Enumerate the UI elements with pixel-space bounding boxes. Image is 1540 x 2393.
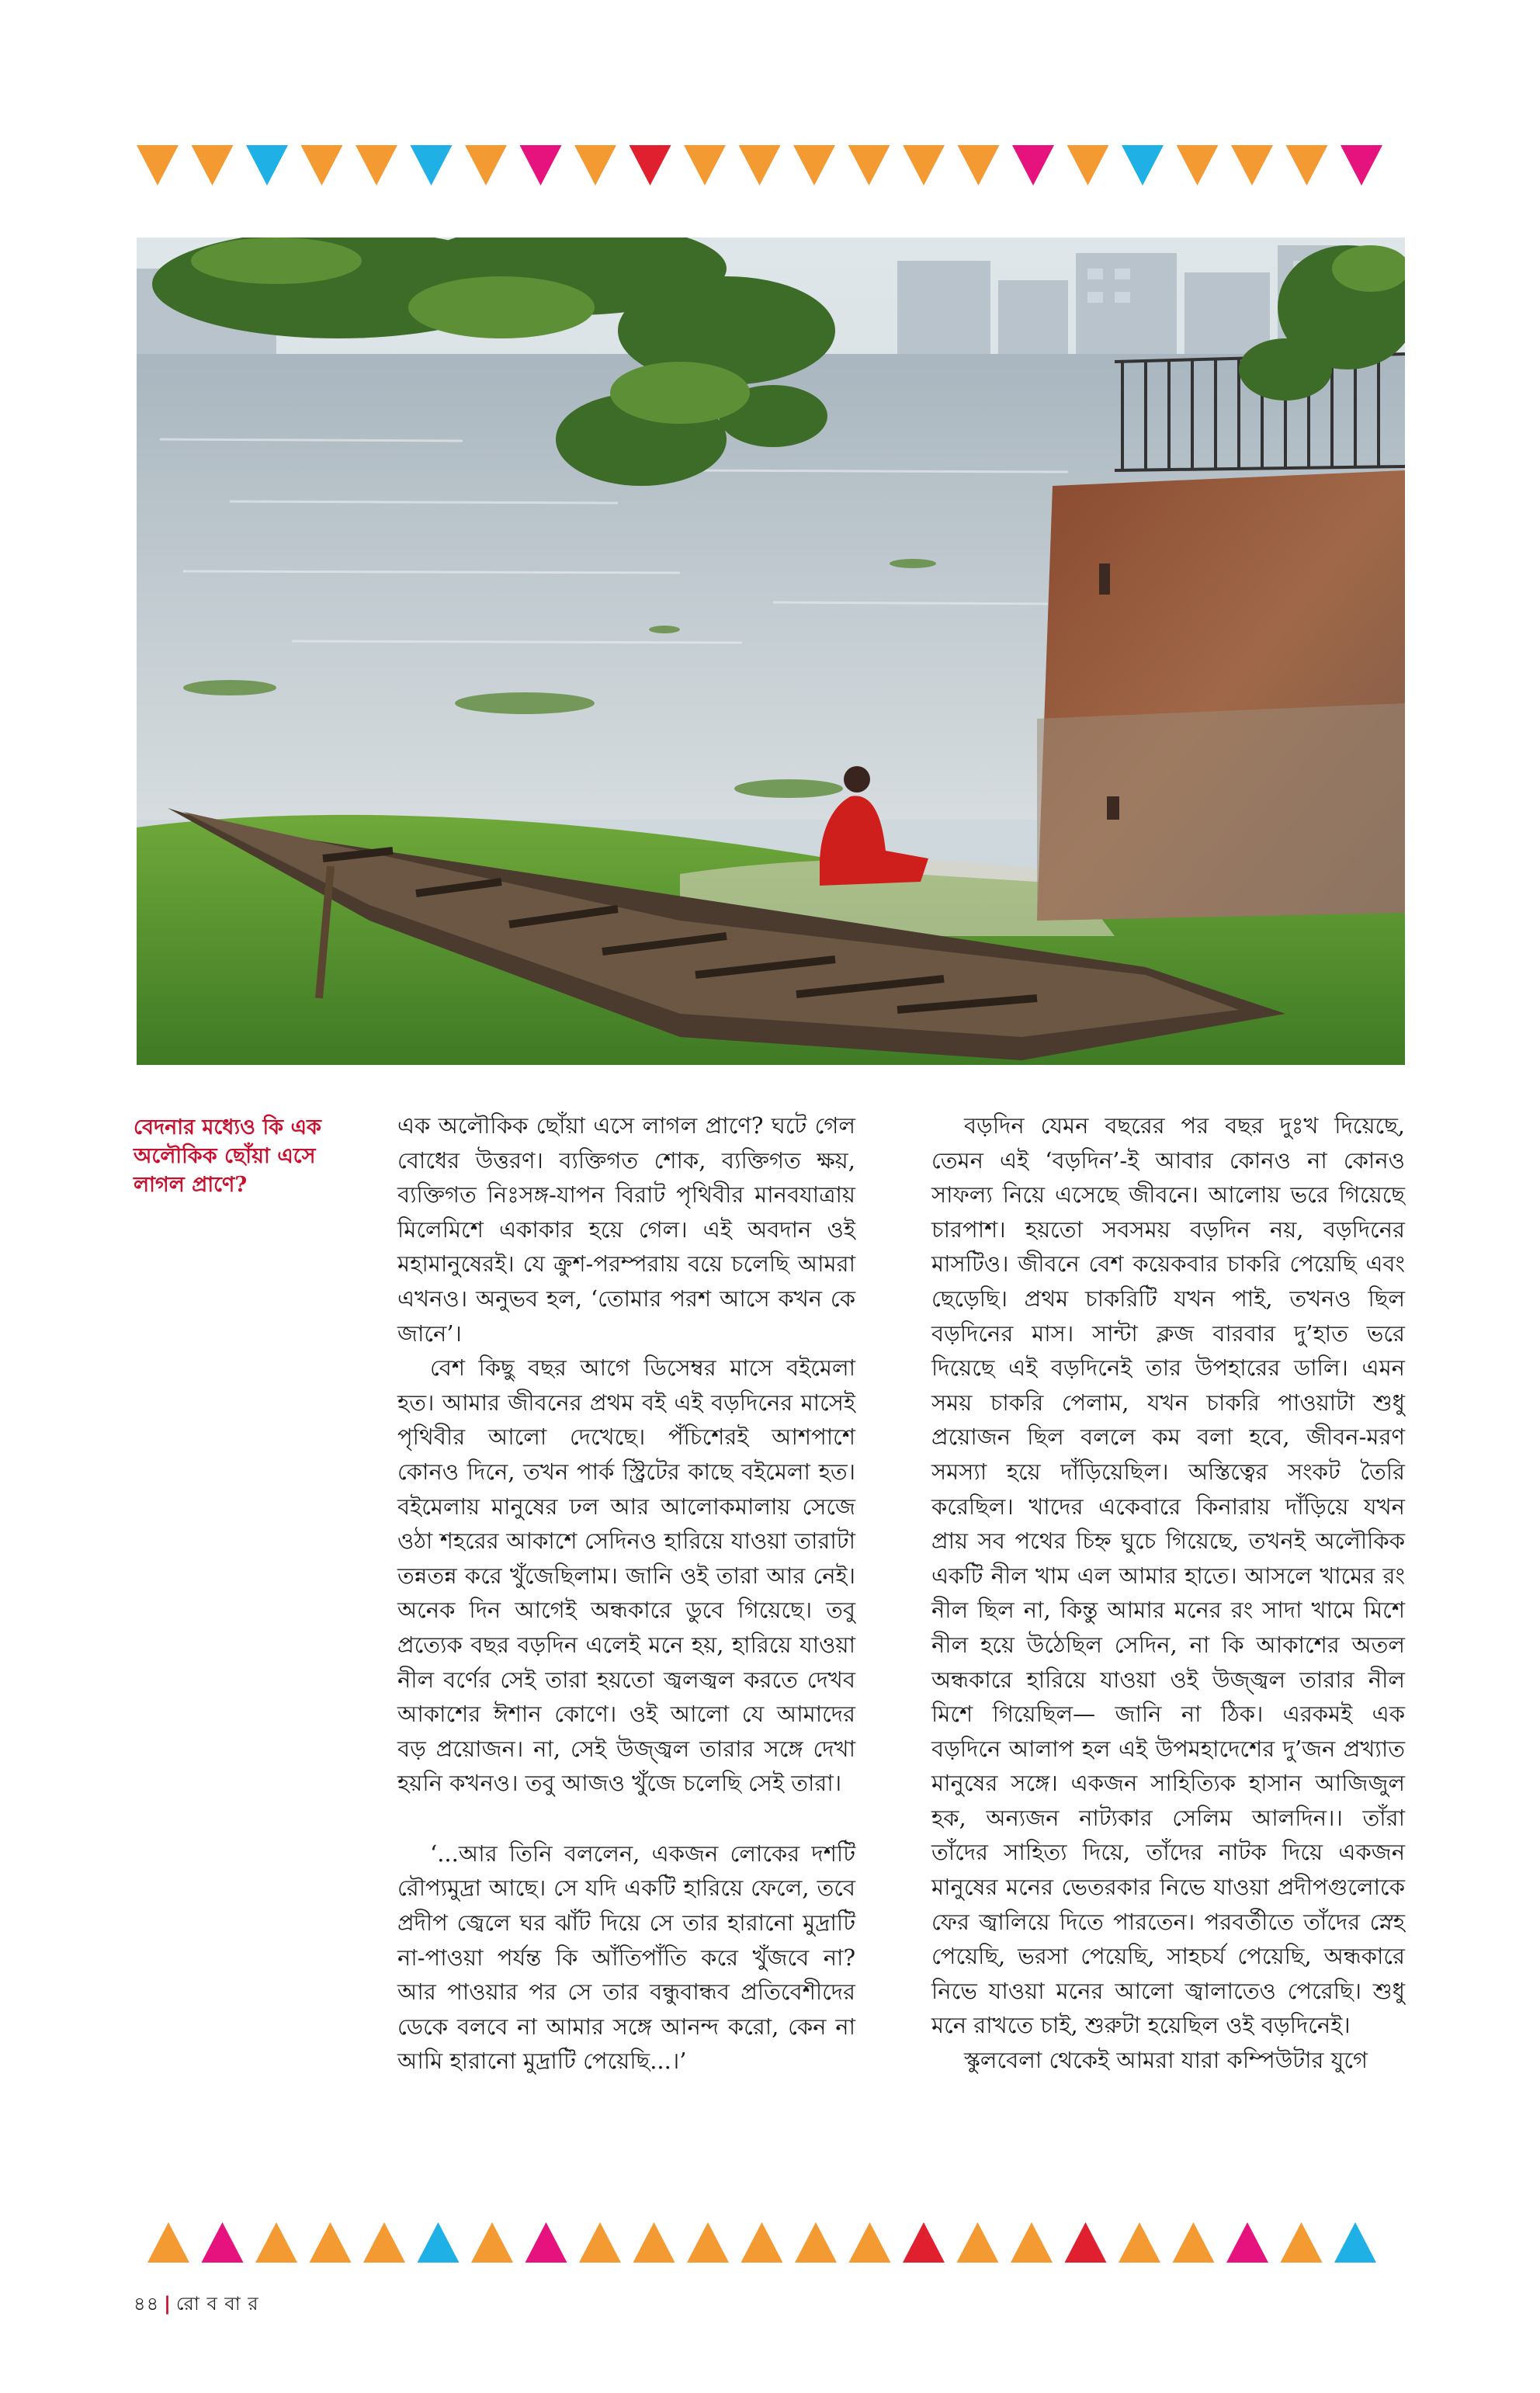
bunting-triangle [1341,145,1382,186]
bunting-triangle [525,2222,567,2263]
bunting-triangle [202,2222,244,2263]
article-column-right [931,1108,1405,2078]
bunting-triangle [903,2222,945,2263]
bunting-triangle [574,145,616,186]
quote-paragraph: ‘...আর তিনি বললেন, একজন লোকের দশটি রৌপ্যমুদ্রা আছে। সে যদি একটি হারিয়ে ফেলে, তবে প্রদীপ জ্বেলে ঘর ঝাঁট দিয়ে সে তার হারানো মুদ্রাটি না-পাওয়া পর্যন্ত কি আঁতিপাঁতি করে খুঁজবে না? আর পাওয়ার পর সে তার বন্ধুবান্ধব প্রতিবেশীদের ডেকে বলবে না আমার সঙ্গে আনন্দ করো, কেন না আমি হারানো মুদ্রাটি পেয়েছি...।’ [397,1840,855,2075]
bottom-bunting-decoration [0,2218,1540,2273]
riverside-photo [137,238,1405,1065]
paragraph: বেশ কিছু বছর আগে ডিসেম্বর মাসে বইমেলা হত। আমার জীবনের প্রথম বই এই বড়দিনের মাসেই পৃথিবীর আলো দেখেছে। পঁচিশেরই আশপাশে কোনও দিনে, তখন পার্ক স্ট্রিটের কাছে বইমেলা হত। বইমেলায় মানুষের ঢল আর আলোকমালায় সেজে ওঠা শহরের আকাশে সেদিনও হারিয়ে যাওয়া তারাটা তন্নতন্ন করে খুঁজেছিলাম। জানি ওই তারা আর নেই। অনেক দিন আগেই অন্ধকারে ডুবে গিয়েছে। তবু প্রত্যেক বছর বড়দিন এলেই মনে হয়, হারিয়ে যাওয়া নীল বর্ণের সেই তারা হয়তো জ্বলজ্বল করতে দেখব আকাশের ঈশান কোণে। ওই আলো যে আমাদের বড় প্রয়োজন। না, সেই উজ্জ্বল তারার সঙ্গে দেখা হয়নি কখনও। তবু আজও খুঁজে চলেছি সেই তারা। [397,1354,855,1797]
bunting-triangle [1226,2222,1268,2263]
bunting-triangle [356,145,397,186]
bunting-triangle [192,145,234,186]
bunting-triangle [793,145,835,186]
bunting-triangle [1281,2222,1323,2263]
bunting-triangle [579,2222,621,2263]
bunting-triangle [137,145,179,186]
bunting-triangle [1231,145,1273,186]
bunting-triangle [1067,145,1109,186]
paragraph: স্কুলবেলা থেকেই আমরা যারা কম্পিউটার যুগে [964,2047,1368,2074]
photo-caption: বেদনার মধ্যেও কি এক অলৌকিক ছোঁয়া এসে লাগল প্রাণে? [134,1115,321,1197]
folio-separator: | [164,2293,172,2315]
bunting-triangle [147,2222,189,2263]
bunting-triangle [633,2222,675,2263]
top-bunting-decoration [0,141,1540,196]
bunting-triangle [630,145,671,186]
bunting-triangle [1177,145,1219,186]
bunting-triangle [1012,145,1054,186]
bunting-triangle [741,2222,783,2263]
bunting-triangle [958,145,1000,186]
bunting-triangle [363,2222,405,2263]
bunting-triangle [411,145,453,186]
bunting-triangle [1119,2222,1160,2263]
bunting-triangle [1011,2222,1053,2263]
bunting-triangle [301,145,343,186]
bunting-triangle [687,2222,729,2263]
bunting-triangle [1286,145,1328,186]
bunting-triangle [1122,145,1164,186]
article-column-middle [397,1108,855,2079]
bunting-triangle [684,145,726,186]
bunting-triangle [418,2222,460,2263]
bunting-triangle [255,2222,297,2263]
bunting-triangle [471,2222,513,2263]
bunting-triangle [957,2222,999,2263]
bunting-triangle [795,2222,837,2263]
magazine-name: রো ব বা র [175,2293,259,2315]
paragraph: এক অলৌকিক ছোঁয়া এসে লাগল প্রাণে? ঘটে গেল বোধের উত্তরণ। ব্যক্তিগত শোক, ব্যক্তিগত ক্ষয়, ব্যক্তিগত নিঃসঙ্গ-যাপন বিরাট পৃথিবীর মানবযাত্রায় মিলেমিশে একাকার হয়ে গেল। এই অবদান ওই মহামানুষেরই। যে ক্রুশ-পরম্পরায় বয়ে চলেছি আমরা এখনও। অনুভব হল, ‘তোমার পরশ আসে কখন কে জানে’। [397,1112,855,1347]
paragraph: বড়দিন যেমন বছরের পর বছর দুঃখ দিয়েছে, তেমন এই ‘বড়দিন’-ই আবার কোনও না কোনও সাফল্য নিয়ে এসেছে জীবনে। আলোয় ভরে গিয়েছে চারপাশ। হয়তো সবসময় বড়দিন নয়, বড়দিনের মাসটিও। জীবনে বেশ কয়েকবার চাকরি পেয়েছি এবং ছেড়েছি। প্রথম চাকরিটি যখন পাই, তখনও ছিল বড়দিনের মাস। সান্টা ক্লজ বারবার দু’হাত ভরে দিয়েছে এই বড়দিনেই তার উপহারের ডালি। এমন সময় চাকরি পেলাম, যখন চাকরি পাওয়াটা শুধু প্রয়োজন ছিল বললে কম বলা হবে, জীবন-মরণ সমস্যা হয়ে দাঁড়িয়েছিল। অস্তিত্বের সংকট তৈরি করেছিল। খাদের একেবারে কিনারায় দাঁড়িয়ে যখন প্রায় সব পথের চিহ্ন ঘুচে গিয়েছে, তখনই অলৌকিক একটি নীল খাম এল আমার হাতে। আসলে খামের রং নীল ছিল না, কিন্তু আমার মনের রং সাদা খামে মিশে নীল হয়ে উঠেছিল সেদিন, না কি আকাশের অতল অন্ধকারে হারিয়ে যাওয়া ওই উজ্জ্বল তারার নীল মিশে গিয়েছিল— জানি না ঠিক। এরকমই এক বড়দিনে আলাপ হল এই উপমহাদেশের দু’জন প্রখ্যাত মানুষের সঙ্গে। একজন সাহিত্যিক হাসান আজিজুল হক, অন্যজন নাট্যকার সেলিম আলদিন।। তাঁরা তাঁদের সাহিত্য দিয়ে, তাঁদের নাটক দিয়ে একজন মানুষের মনের ভেতরকার নিভে যাওয়া প্রদীপগুলোকে ফের জ্বালিয়ে দিতে পারতেন। পরবর্তীতে তাঁদের স্নেহ পেয়েছি, ভরসা পেয়েছি, সাহচর্য পেয়েছি, অন্ধকারে নিভে যাওয়া মনের আলো জ্বালাতেও পেরেছি। শুধু মনে রাখতে চাই, শুরুটা হয়েছিল ওই বড়দিনেই। [931,1112,1405,2039]
bunting-triangle [1334,2222,1376,2263]
bunting-triangle [520,145,562,186]
bunting-triangle [1065,2222,1107,2263]
bunting-triangle [246,145,288,186]
bunting-triangle [465,145,507,186]
page-footer [134,2290,259,2321]
bunting-triangle [903,145,945,186]
bunting-triangle [848,145,890,186]
bunting-triangle [310,2222,352,2263]
bunting-triangle [849,2222,891,2263]
bunting-triangle [739,145,781,186]
page-number: ৪৪ [134,2293,160,2315]
bunting-triangle [1173,2222,1215,2263]
